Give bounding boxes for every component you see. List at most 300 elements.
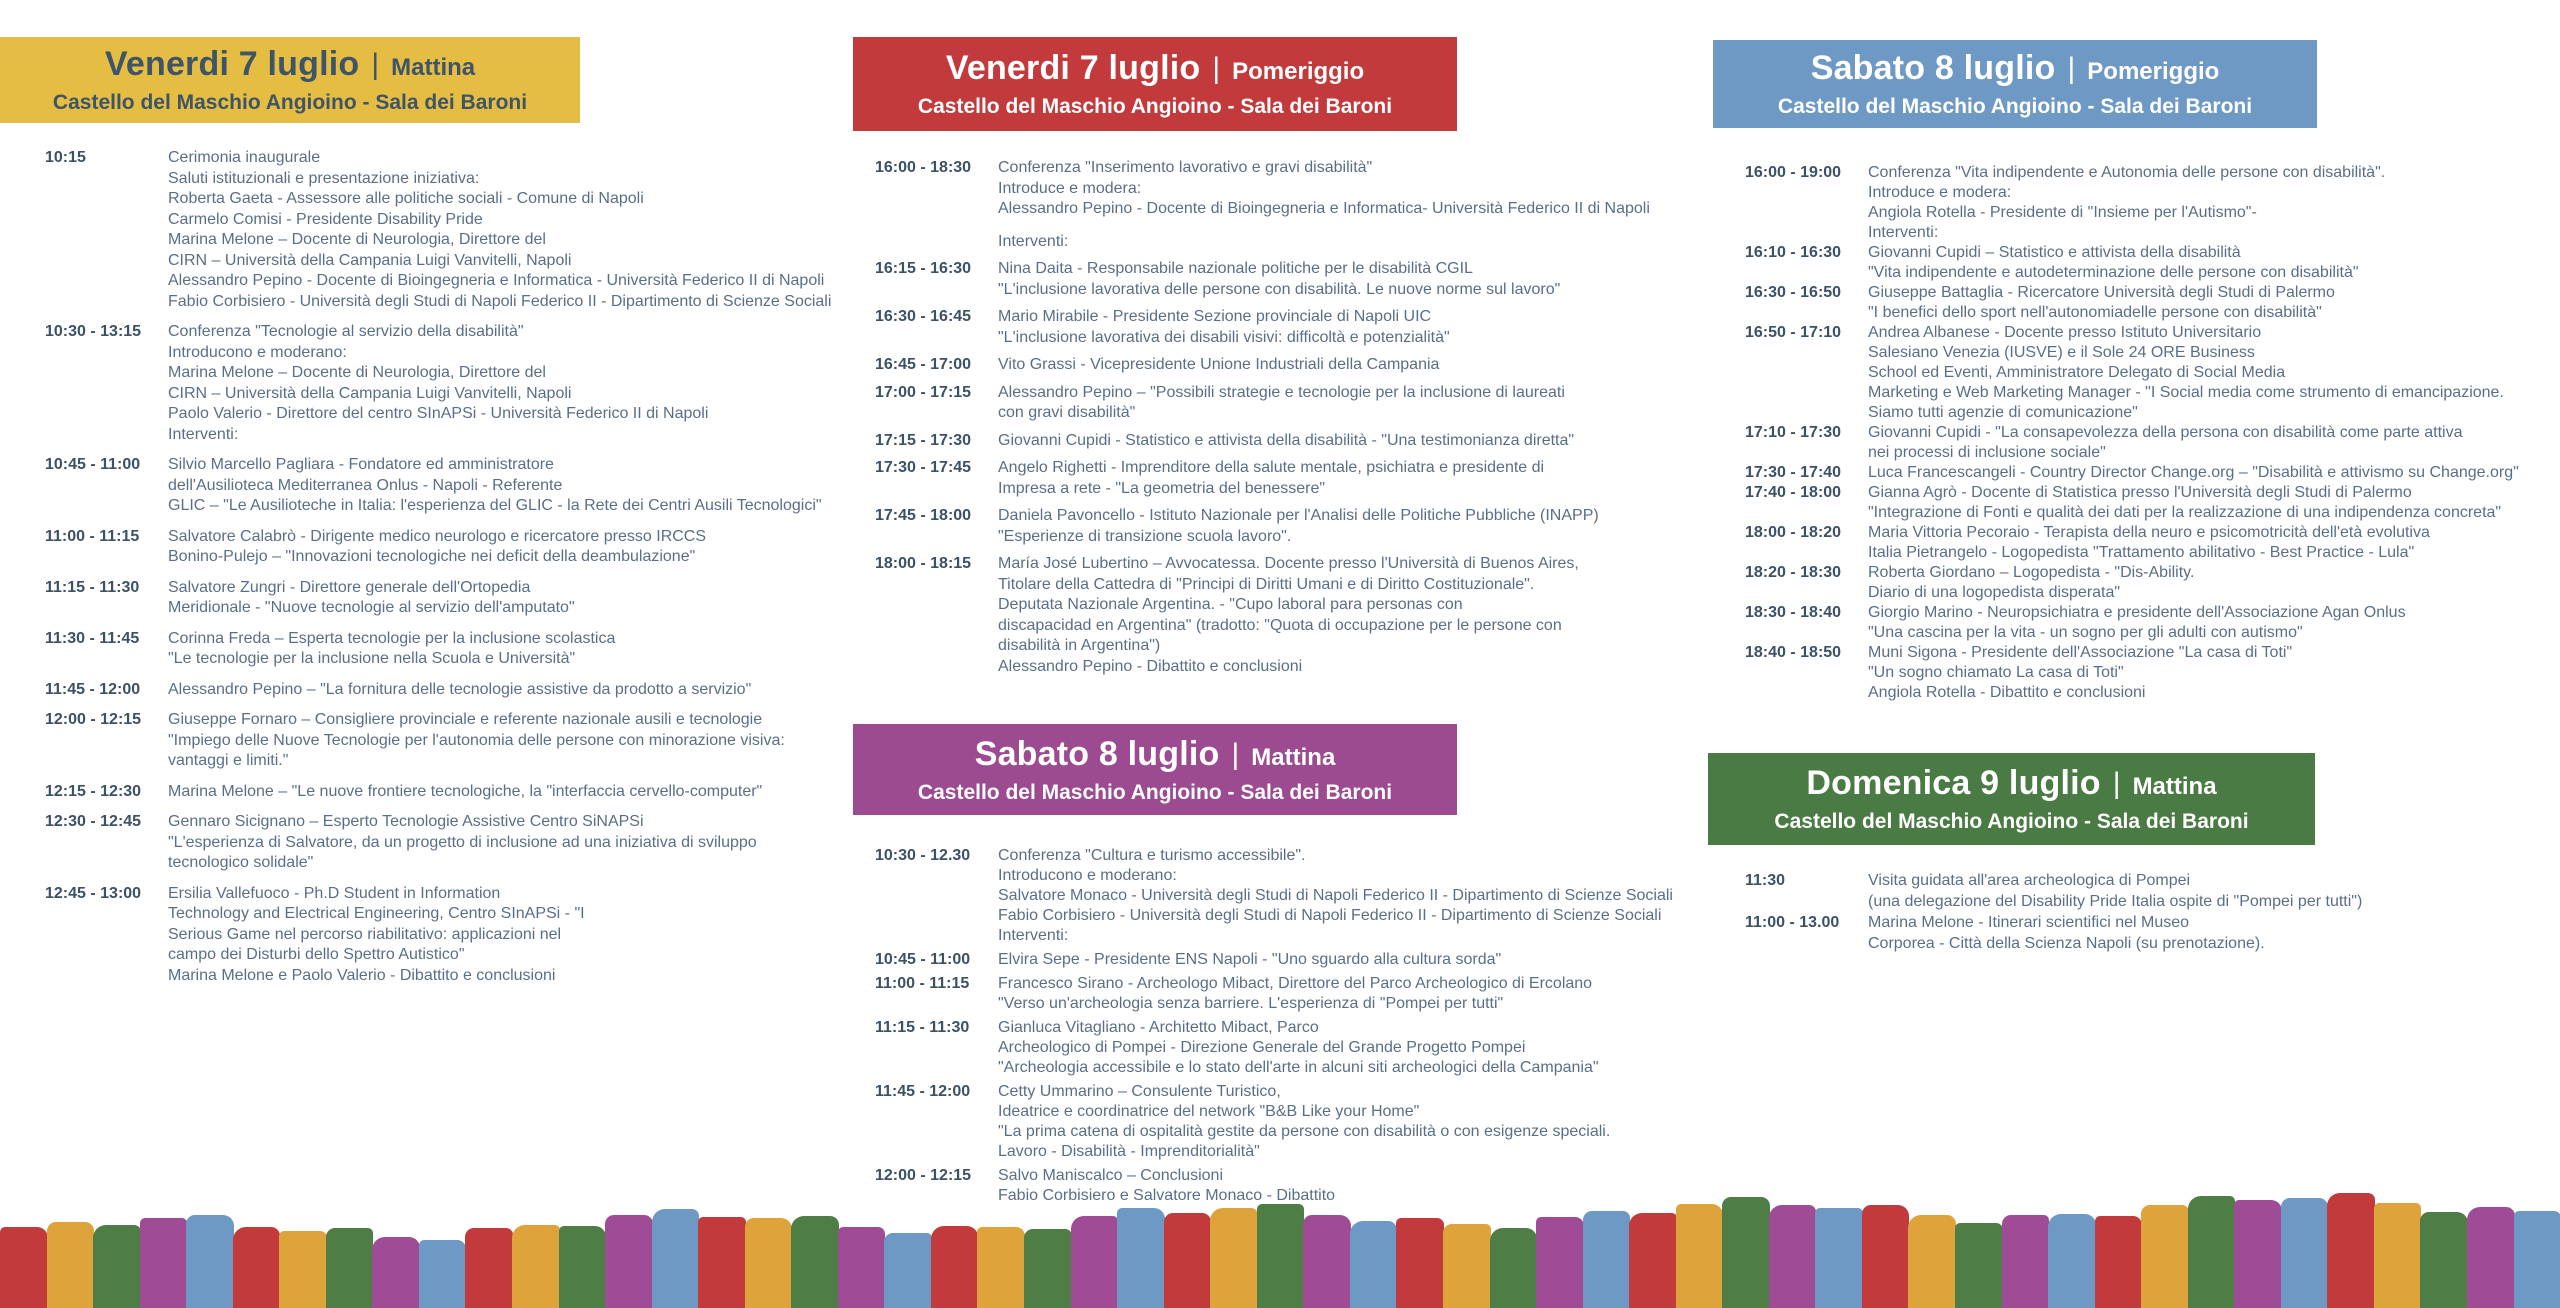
session-venue: Castello del Maschio Angioino - Sala dei Baroni — [917, 95, 1393, 118]
entry-lines — [1868, 323, 2557, 423]
entry-line: Cerimonia inaugurale — [168, 149, 321, 166]
entry-line: Giorgio Marino - Neuropsichiatra e presidente dell'Associazione Agan Onlus — [1868, 604, 2406, 621]
entry-lines — [1868, 243, 2557, 283]
entry-time: 11:30 - 11:45 — [45, 629, 140, 647]
entry-line: Meridionale - "Nuove tecnologie al servizio dell'amputato" — [168, 599, 575, 616]
schedule-entry — [1745, 283, 2557, 323]
stripe — [2420, 1212, 2468, 1308]
entry-time: 17:30 - 17:45 — [875, 459, 972, 476]
entry-line: Paolo Valerio - Direttore del centro SInAPSi - Università Federico II di Napoli — [168, 405, 709, 422]
entry-line: Conferenza "Vita indipendente e Autonomia delle persone con disabilità". — [1868, 164, 2386, 181]
entry-line: Interventi: — [998, 927, 1069, 944]
entry-line: Silvio Marcello Pagliara - Fondatore ed amministratore — [168, 456, 554, 473]
schedule-entry — [45, 578, 850, 619]
session-header-friday-morning — [0, 37, 580, 123]
entry-time: 16:50 - 17:10 — [1745, 324, 1842, 341]
stripe — [2327, 1193, 2375, 1308]
schedule-entry — [1745, 870, 2555, 912]
stripe — [279, 1231, 327, 1308]
stripe — [1071, 1216, 1119, 1308]
schedule-entry — [875, 1018, 1685, 1078]
session-title — [1811, 49, 2220, 88]
entry-line: Bonino-Pulejo – "Innovazioni tecnologiche nei deficit della deambulazione" — [168, 548, 696, 565]
entry-line: Marina Melone – Docente di Neurologia, Direttore del — [168, 364, 546, 381]
schedule-entry — [875, 1082, 1685, 1162]
entry-line: "L'esperienza di Salvatore, da un progetto di inclusione ad una iniziativa di sviluppo — [168, 833, 757, 851]
entry-line: Angiola Rotella - Dibattito e conclusioni — [1868, 684, 2146, 701]
entry-line: Luca Francescangeli - Country Director Change.org – "Disabilità e attivismo su Change.org" — [1868, 464, 2519, 481]
session-title — [975, 735, 1336, 774]
stripe — [652, 1209, 700, 1308]
entry-line: Andrea Albanese - Docente presso Istituto Universitario — [1868, 324, 2262, 341]
entry-time: 16:30 - 16:50 — [1745, 284, 1842, 301]
session-header-sunday-morning — [1708, 753, 2315, 845]
schedule-entry — [875, 458, 1685, 499]
entry-line: Corporea - Città della Scienza Napoli (su prenotazione). — [1868, 935, 2265, 952]
schedule-list-friday-afternoon — [875, 158, 1685, 684]
entry-time: 11:15 - 11:30 — [875, 1019, 970, 1036]
entry-lines — [998, 1082, 1685, 1162]
entry-lines — [998, 307, 1685, 348]
stripe — [233, 1227, 281, 1308]
entry-line: disabilità in Argentina") — [998, 637, 1161, 654]
entry-time: 16:00 - 19:00 — [1745, 164, 1842, 181]
entry-time: 17:30 - 17:40 — [1745, 464, 1842, 481]
entry-time: 18:00 - 18:15 — [875, 555, 972, 572]
entry-lines — [998, 355, 1685, 376]
session-title — [946, 49, 1364, 88]
session-title — [1806, 764, 2216, 803]
entry-line: Marketing e Web Marketing Manager - "I Social media come strumento di emancipazione. — [1868, 384, 2504, 401]
entry-line: Giuseppe Battaglia - Ricercatore Università degli Studi di Palermo — [1868, 284, 2335, 301]
stripe — [745, 1218, 793, 1308]
decorative-stripes — [0, 1178, 2560, 1308]
stripe — [1583, 1211, 1631, 1308]
entry-line: "Impiego delle Nuove Tecnologie per l'autonomia delle persone con minorazione visiva: — [168, 731, 785, 749]
entry-lines — [168, 527, 850, 568]
entry-time: 16:30 - 16:45 — [875, 308, 972, 325]
stripe — [372, 1237, 420, 1308]
entry-line: CIRN – Università della Campania Luigi Vanvitelli, Napoli — [168, 384, 572, 402]
stripe — [186, 1215, 234, 1308]
entry-line: Elvira Sepe - Presidente ENS Napoli - "Uno sguardo alla cultura sorda" — [998, 951, 1502, 968]
entry-line: campo dei Disturbi dello Spettro Autistico" — [168, 946, 465, 963]
entry-line: Ersilia Vallefuoco - Ph.D Student in Information — [168, 884, 501, 902]
stripe — [791, 1216, 839, 1308]
entry-time: 12:30 - 12:45 — [45, 813, 142, 830]
schedule-entry — [875, 431, 1685, 452]
schedule-entry — [45, 148, 850, 312]
schedule-entry — [875, 355, 1685, 376]
entry-lines — [1868, 603, 2557, 643]
entry-lines — [998, 846, 1685, 946]
stripe — [1676, 1204, 1724, 1308]
entry-line: Marina Melone – Docente di Neurologia, Direttore del — [168, 231, 546, 248]
session-date: Venerdi 7 luglio — [945, 49, 1201, 87]
entry-lines — [168, 680, 850, 701]
stripe — [1024, 1229, 1072, 1308]
entry-line: Siamo tutti agenzie di comunicazione" — [1868, 404, 2138, 421]
stripe — [1536, 1217, 1584, 1308]
schedule-entry — [875, 383, 1685, 424]
entry-lines — [998, 431, 1685, 452]
schedule-list-friday-morning — [45, 148, 850, 996]
entry-line: Interventi: — [998, 232, 1069, 250]
entry-time: 11:00 - 11:15 — [875, 975, 970, 992]
entry-line: Nina Daita - Responsabile nazionale politiche per le disabilità CGIL — [998, 260, 1473, 277]
entry-lines — [998, 554, 1685, 677]
schedule-entry — [875, 554, 1685, 677]
entry-time: 12:45 - 13:00 — [45, 884, 142, 902]
entry-line: "Integrazione di Fonti e qualità dei dati per la realizzazione di una indipendenza concreta" — [1868, 504, 2502, 521]
entry-line: "L'inclusione lavorativa delle persone con disabilità. Le nuove norme sul lavoro" — [998, 280, 1561, 298]
session-venue: Castello del Maschio Angioino - Sala dei Baroni — [52, 91, 528, 114]
stripe — [2048, 1214, 2096, 1308]
entry-time: 10:30 - 12.30 — [875, 847, 971, 864]
entry-time: 10:45 - 11:00 — [875, 951, 971, 968]
entry-line: Mario Mirabile - Presidente Sezione provinciale di Napoli UIC — [998, 308, 1432, 325]
stripe — [1490, 1228, 1538, 1308]
entry-time: 11:45 - 12:00 — [875, 1083, 971, 1100]
schedule-entry — [45, 680, 850, 701]
entry-lines — [998, 950, 1685, 970]
entry-time: 10:45 - 11:00 — [45, 456, 141, 473]
entry-line: Alessandro Pepino - Docente di Bioingegneria e Informatica - Università Federico II di Napoli — [168, 272, 825, 289]
separator: | — [2067, 52, 2076, 85]
entry-line: Salvatore Monaco - Università degli Studi di Napoli Federico II - Dipartimento di Scienze Sociali — [998, 887, 1673, 904]
stripe — [1210, 1208, 1258, 1308]
entry-line: Fabio Corbisiero - Università degli Studi di Napoli Federico II - Dipartimento di Scienze Sociali — [998, 907, 1662, 924]
entry-line: Deputata Nazionale Argentina. - "Cupo laboral para personas con — [998, 596, 1463, 613]
entry-line: "Le tecnologie per la inclusione nella Scuola e Università" — [168, 650, 576, 667]
entry-lines — [998, 383, 1685, 424]
schedule-list-saturday-morning — [875, 846, 1685, 1210]
entry-line: Fabio Corbisiero - Università degli Studi di Napoli Federico II - Dipartimento di Scienze Sociali — [168, 292, 832, 310]
entry-time: 16:00 - 18:30 — [875, 159, 972, 176]
entry-lines — [1868, 423, 2557, 463]
entry-lines — [1868, 912, 2555, 954]
entry-line: Technology and Electrical Engineering, Centro SInAPSi - "I — [168, 905, 585, 922]
schedule-entry — [45, 455, 850, 517]
entry-time: 11:15 - 11:30 — [45, 578, 140, 596]
schedule-entry — [1745, 603, 2557, 643]
stripe — [1257, 1204, 1305, 1308]
stripe — [2514, 1211, 2560, 1308]
entry-lines — [168, 710, 850, 772]
entry-line: Lavoro - Disabilità - Imprenditorialità" — [998, 1143, 1260, 1160]
separator: | — [1212, 52, 1221, 85]
entry-line: Gianluca Vitagliano - Architetto Mibact, Parco — [998, 1019, 1319, 1036]
entry-line: Muni Sigona - Presidente dell'Associazione "La casa di Toti" — [1868, 644, 2293, 661]
entry-line: Giuseppe Fornaro – Consigliere provinciale e referente nazionale ausili e tecnologie — [168, 711, 763, 728]
entry-time: 17:15 - 17:30 — [875, 431, 972, 449]
entry-time: 16:10 - 16:30 — [1745, 244, 1842, 261]
stripe — [1303, 1215, 1351, 1308]
stripe — [1164, 1213, 1212, 1308]
entry-line: Saluti istituzionali e presentazione iniziativa: — [168, 169, 480, 187]
stripe — [1908, 1215, 1956, 1308]
entry-lines — [168, 148, 850, 312]
entry-line: Alessandro Pepino - Docente di Bioingegneria e Informatica- Università Federico II di Napoli — [998, 200, 1650, 217]
entry-line: Salvatore Zungri - Direttore generale dell'Ortopedia — [168, 578, 531, 596]
stripe — [2281, 1198, 2329, 1308]
entry-line: "Verso un'archeologia senza barriere. L'esperienza di "Pompei per tutti" — [998, 995, 1504, 1012]
session-header-saturday-afternoon — [1713, 40, 2317, 128]
entry-line: Daniela Pavoncello - Istituto Nazionale per l'Analisi delle Politiche Pubbliche (INAPP) — [998, 507, 1599, 524]
entry-line: dell'Ausilioteca Mediterranea Onlus - Napoli - Referente — [168, 476, 563, 494]
entry-time: 16:15 - 16:30 — [875, 260, 972, 277]
schedule-list-sunday-morning — [1745, 870, 2555, 954]
entry-time: 18:20 - 18:30 — [1745, 564, 1842, 581]
stripe — [2002, 1215, 2050, 1308]
session-date: Domenica 9 luglio — [1806, 764, 2101, 802]
stripe — [419, 1240, 467, 1308]
schedule-entry — [875, 506, 1685, 547]
stripe — [1815, 1208, 1863, 1308]
entry-line: "Archeologia accessibile e lo stato dell'arte in alcuni siti archeologici della Campania" — [998, 1059, 1599, 1076]
entry-line: Introducono e moderano: — [998, 867, 1177, 884]
entry-line: Marina Melone - Itinerari scientifici nel Museo — [1868, 914, 2190, 931]
entry-time: 17:45 - 18:00 — [875, 507, 972, 524]
entry-lines — [998, 259, 1685, 300]
schedule-entry — [45, 322, 850, 445]
session-venue: Castello del Maschio Angioino - Sala dei Baroni — [917, 780, 1393, 804]
entry-line: Giovanni Cupidi - "La consapevolezza della persona con disabilità come parte attiva — [1868, 424, 2463, 441]
stripe — [698, 1217, 746, 1308]
entry-line: CIRN – Università della Campania Luigi Vanvitelli, Napoli — [168, 251, 572, 269]
schedule-entry — [1745, 483, 2557, 523]
entry-line: (una delegazione del Disability Pride Italia ospite di "Pompei per tutti") — [1868, 893, 2363, 910]
entry-lines — [998, 1018, 1685, 1078]
entry-lines — [168, 812, 850, 874]
schedule-entry — [45, 710, 850, 772]
schedule-entry — [45, 812, 850, 874]
entry-line: Fabio Corbisiero e Salvatore Monaco - Dibattito — [998, 1187, 1336, 1204]
entry-line: Interventi: — [168, 425, 239, 443]
entry-line: "L'inclusione lavorativa dei disabili visivi: difficoltà e potenzialità" — [998, 328, 1450, 346]
separator: | — [371, 48, 380, 81]
stripe — [326, 1228, 374, 1308]
stripe — [605, 1215, 653, 1308]
entry-line: Roberta Gaeta - Assessore alle politiche sociali - Comune di Napoli — [168, 190, 644, 207]
schedule-entry — [45, 782, 850, 803]
entry-time: 18:40 - 18:50 — [1745, 644, 1842, 661]
entry-line — [998, 220, 1685, 232]
stripe — [1629, 1213, 1677, 1308]
stripe — [1862, 1205, 1910, 1308]
stripe — [2095, 1216, 2143, 1308]
schedule-entry — [1745, 323, 2557, 423]
session-venue: Castello del Maschio Angioino - Sala dei Baroni — [1777, 95, 2253, 118]
entry-time: 17:10 - 17:30 — [1745, 424, 1842, 441]
stripe — [512, 1225, 560, 1308]
entry-lines — [168, 782, 850, 803]
entry-line: Francesco Sirano - Archeologo Mibact, Direttore del Parco Archeologico di Ercolano — [998, 975, 1593, 992]
entry-lines — [1868, 483, 2557, 523]
schedule-entry — [1745, 912, 2555, 954]
entry-line: Introducono e moderano: — [168, 343, 347, 361]
entry-line: Alessandro Pepino – "Possibili strategie e tecnologie per la inclusione di laureati — [998, 383, 1565, 401]
schedule-entry — [1745, 163, 2557, 243]
entry-line: Gianna Agrò - Docente di Statistica presso l'Università degli Studi di Palermo — [1868, 484, 2412, 501]
entry-lines — [1868, 463, 2557, 483]
entry-line: Alessandro Pepino – "La fornitura delle tecnologie assistive da prodotto a servizio" — [168, 680, 752, 698]
stripe — [1117, 1208, 1165, 1308]
stripe — [931, 1226, 979, 1308]
schedule-entry — [875, 846, 1685, 946]
session-header-saturday-morning — [853, 724, 1457, 815]
entry-line: "La prima catena di ospitalità gestite da persone con disabilità o con esigenze speciali. — [998, 1123, 1611, 1140]
entry-line: Marina Melone e Paolo Valerio - Dibattito e conclusioni — [168, 966, 556, 984]
entry-time: 11:45 - 12:00 — [45, 680, 141, 698]
entry-line: Vito Grassi - Vicepresidente Unione Industriali della Campania — [998, 356, 1440, 373]
entry-line: Conferenza "Inserimento lavorativo e gravi disabilità" — [998, 159, 1373, 176]
schedule-entry — [875, 158, 1685, 252]
entry-lines — [998, 158, 1685, 252]
schedule-entry — [875, 974, 1685, 1014]
entry-line: Ideatrice e coordinatrice del network "B&B Like your Home" — [998, 1103, 1420, 1120]
stripe — [1769, 1205, 1817, 1308]
entry-line: Serious Game nel percorso riabilitativo: applicazioni nel — [168, 925, 562, 943]
entry-line: Visita guidata all'area archeologica di Pompei — [1868, 872, 2191, 889]
entry-lines — [1868, 643, 2557, 703]
session-venue: Castello del Maschio Angioino - Sala dei Baroni — [1774, 810, 2249, 833]
entry-lines — [1868, 283, 2557, 323]
entry-line: Introduce e modera: — [1868, 184, 2012, 201]
entry-line: Marina Melone – "Le nuove frontiere tecnologiche, la "interfaccia cervello-computer" — [168, 782, 763, 800]
schedule-entry — [1745, 243, 2557, 283]
schedule-entry — [45, 527, 850, 568]
session-title — [105, 45, 475, 84]
entry-line: Salesiano Venezia (IUSVE) e il Sole 24 ORE Business — [1868, 344, 2255, 361]
entry-lines — [998, 974, 1685, 1014]
entry-time: 10:30 - 13:15 — [45, 323, 142, 340]
entry-lines — [1868, 563, 2557, 603]
entry-line: discapacidad en Argentina" (tradotto: "Quota di occupazione per le persone con — [998, 616, 1562, 634]
entry-line: "Una cascina per la vita - un sogno per gli adulti con autismo" — [1868, 624, 2303, 641]
entry-time: 17:40 - 18:00 — [1745, 484, 1842, 501]
entry-line: "Vita indipendente e autodeterminazione delle persone con disabilità" — [1868, 264, 2359, 281]
entry-lines — [168, 629, 850, 670]
entry-line: Impresa a rete - "La geometria del benessere" — [998, 479, 1326, 497]
entry-time: 18:30 - 18:40 — [1745, 604, 1842, 621]
session-header-friday-afternoon — [853, 37, 1457, 131]
entry-line: tecnologico solidale" — [168, 854, 314, 871]
entry-line: nei processi di inclusione sociale" — [1868, 444, 2106, 461]
entry-line: Conferenza "Tecnologie al servizio della disabilità" — [168, 323, 524, 340]
stripe — [977, 1227, 1025, 1308]
stripe — [1443, 1224, 1491, 1308]
stripe — [1350, 1221, 1398, 1308]
stripe — [559, 1226, 607, 1308]
stripe — [2141, 1205, 2189, 1308]
entry-lines — [998, 458, 1685, 499]
entry-line: GLIC – "Le Ausilioteche in Italia: l'esperienza del GLIC - la Rete dei Centri Ausili Tecnologici" — [168, 497, 822, 514]
entry-line: Angiola Rotella - Presidente di "Insieme per l'Autismo"- — [1868, 204, 2257, 221]
entry-time: 12:00 - 12:15 — [45, 711, 142, 728]
schedule-entry — [1745, 563, 2557, 603]
schedule-entry — [875, 950, 1685, 970]
entry-time: 11:00 - 11:15 — [45, 527, 140, 545]
session-part: Mattina — [2132, 773, 2217, 800]
stripe — [1396, 1218, 1444, 1308]
separator: | — [2112, 767, 2121, 800]
stripe — [0, 1227, 48, 1308]
entry-line: "Un sogno chiamato La casa di Toti" — [1868, 664, 2124, 681]
stripe — [1955, 1223, 2003, 1308]
entry-time: 17:00 - 17:15 — [875, 383, 972, 401]
stripe — [2467, 1207, 2515, 1308]
stripe — [838, 1227, 886, 1308]
schedule-entry — [45, 629, 850, 670]
session-part: Pomeriggio — [2087, 58, 2220, 85]
session-date: Sabato 8 luglio — [974, 734, 1220, 773]
entry-time: 12:00 - 12:15 — [875, 1167, 972, 1184]
entry-line: Roberta Giordano – Logopedista - "Dis-Ability. — [1868, 564, 2195, 581]
separator: | — [1231, 737, 1240, 771]
schedule-entry — [1745, 423, 2557, 463]
schedule-entry — [1745, 523, 2557, 563]
entry-line: vantaggi e limiti." — [168, 752, 289, 769]
entry-line: con gravi disabilità" — [998, 404, 1136, 421]
entry-line: Maria Vittoria Pecoraio - Terapista della neuro e psicomotricità dell'età evolutiva — [1868, 524, 2430, 541]
stripe — [1722, 1197, 1770, 1308]
stripe — [93, 1225, 141, 1308]
session-part: Mattina — [391, 54, 476, 81]
stripe — [140, 1218, 188, 1308]
entry-line: Archeologico di Pompei - Direzione Generale del Grande Progetto Pompei — [998, 1039, 1526, 1056]
entry-line: "Esperienze di transizione scuola lavoro". — [998, 527, 1292, 545]
entry-line: Titolare della Cattedra di "Principi di Diritti Umani e di Diritto Costituzionale". — [998, 575, 1535, 593]
entry-line: Introduce e modera: — [998, 179, 1142, 197]
entry-time: 11:30 — [1745, 872, 1786, 889]
schedule-entry — [875, 259, 1685, 300]
schedule-entry — [1745, 643, 2557, 703]
entry-line: María José Lubertino – Avvocatessa. Docente presso l'Università di Buenos Aires, — [998, 555, 1579, 572]
entry-time: 11:00 - 13.00 — [1745, 914, 1840, 931]
stripe — [884, 1233, 932, 1308]
stripe — [47, 1222, 95, 1308]
entry-time: 18:00 - 18:20 — [1745, 524, 1842, 541]
entry-lines — [1868, 870, 2555, 912]
entry-line: Giovanni Cupidi – Statistico e attivista della disabilità — [1868, 244, 2241, 261]
entry-time: 10:15 — [45, 149, 86, 166]
entry-line: Angelo Righetti - Imprenditore della salute mentale, psichiatra e presidente di — [998, 459, 1545, 476]
entry-line: Diario di una logopedista disperata" — [1868, 584, 2121, 601]
entry-lines — [168, 884, 850, 987]
entry-lines — [168, 322, 850, 445]
entry-lines — [1868, 523, 2557, 563]
schedule-entry — [875, 307, 1685, 348]
entry-line: Salvo Maniscalco – Conclusioni — [998, 1167, 1223, 1184]
entry-line: Corinna Freda – Esperta tecnologie per la inclusione scolastica — [168, 629, 616, 647]
entry-line: Alessandro Pepino - Dibattito e conclusioni — [998, 657, 1303, 675]
stripe — [2234, 1200, 2282, 1308]
session-date: Sabato 8 luglio — [1810, 49, 2056, 87]
session-part: Mattina — [1251, 743, 1336, 771]
stripe — [2188, 1196, 2236, 1308]
entry-lines — [168, 455, 850, 517]
entry-line: Carmelo Comisi - Presidente Disability Pride — [168, 210, 483, 228]
entry-line: "I benefici dello sport nell'autonomiadelle persone con disabilità" — [1868, 304, 2322, 321]
entry-line: Gennaro Sicignano – Esperto Tecnologie Assistive Centro SiNAPSi — [168, 813, 644, 830]
entry-line: School ed Eventi, Amministratore Delegato di Social Media — [1868, 364, 2286, 381]
entry-line: Giovanni Cupidi - Statistico e attivista della disabilità - "Una testimonianza diretta" — [998, 431, 1575, 449]
session-part: Pomeriggio — [1232, 58, 1365, 85]
schedule-list-saturday-afternoon — [1745, 163, 2557, 703]
entry-time: 12:15 - 12:30 — [45, 782, 142, 800]
schedule-entry — [45, 884, 850, 987]
